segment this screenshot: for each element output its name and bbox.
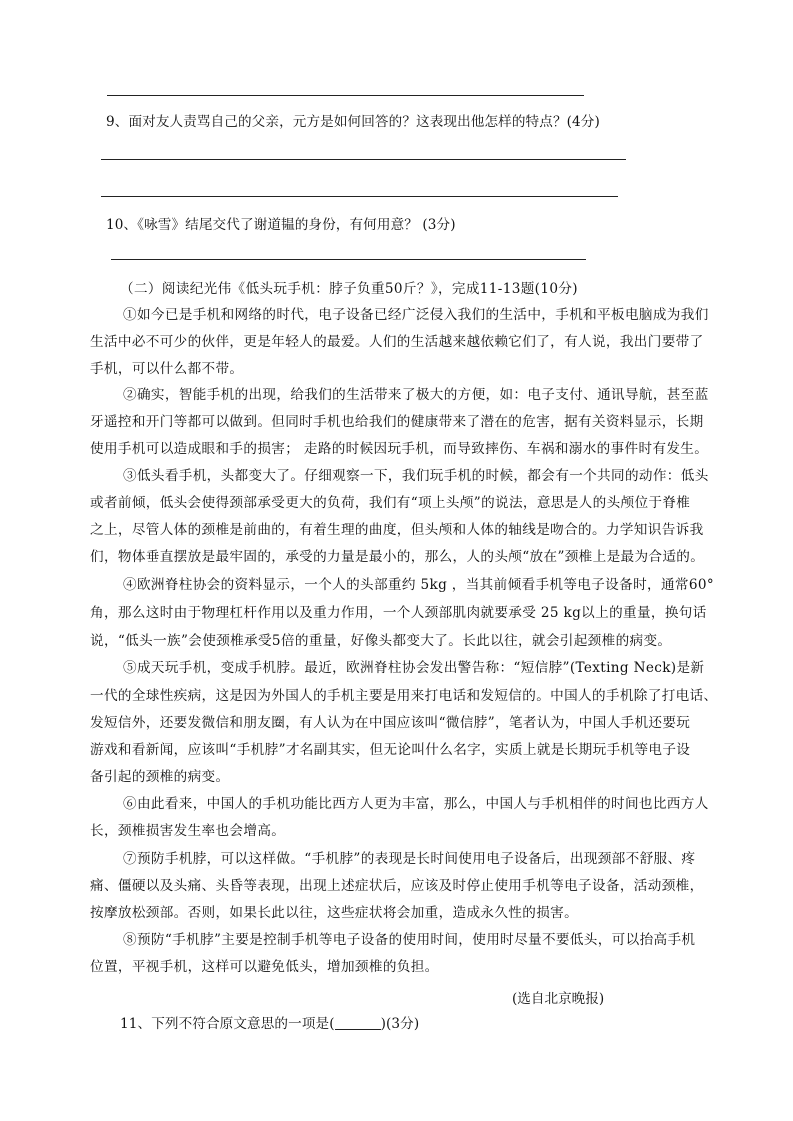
article-line: ①如今已是手机和网络的时代，电子设备已经广泛侵入我们的生活中，手机和平板电脑成为我们 bbox=[123, 307, 709, 323]
article-line: 备引起的颈椎的病变。 bbox=[90, 769, 230, 785]
article-line: 或者前倾，低头会使得颈部承受更大的负荷，我们有“项上头颅”的说法，意思是人的头颅位于脊椎 bbox=[90, 495, 691, 511]
article-line: 长，颈椎损害发生率也会增高。 bbox=[90, 823, 286, 839]
article-line: 按摩放松颈部。否则，如果长此以往，这些症状将会加重，造成永久性的损害。 bbox=[90, 905, 579, 921]
answer-line-q9-2[interactable] bbox=[101, 196, 618, 197]
question-11-prefix: 11、下列不符合原文意思的一项是( bbox=[120, 1016, 335, 1032]
article-source: (选自北京晚报) bbox=[512, 991, 605, 1007]
article-line: 发短信外，还要发微信和朋友圈，有人认为在中国应该叫“微信脖”，笔者认为，中国人手机还要玩 bbox=[90, 715, 691, 731]
answer-blank-q11[interactable] bbox=[335, 1015, 381, 1030]
question-11-suffix: )(3分) bbox=[380, 1016, 420, 1032]
article-line: 游戏和看新闻，应该叫“手机脖”才名副其实，但无论叫什么名字，实质上就是长期玩手机等电子设 bbox=[90, 742, 691, 758]
article-line: ②确实，智能手机的出现，给我们的生活带来了极大的方便，如：电子支付、通讯导航，甚至蓝 bbox=[123, 387, 709, 403]
article-line: 位置，平视手机，这样可以避免低头，增加颈椎的负担。 bbox=[90, 959, 439, 975]
article-line: 手机，可以什么都不带。 bbox=[90, 361, 244, 377]
article-line: 说，“低头一族”会使颈椎承受5倍的重量，好像头都变大了。长此以往，就会引起颈椎的病变。 bbox=[90, 633, 672, 649]
article-line: 们，物体垂直摆放是最牢固的，承受的力量是最小的，那么，人的头颅“放在”颈椎上是最为合适的。 bbox=[90, 549, 705, 565]
article-line: 之上，尽管人体的颈椎是前曲的，有着生理的曲度，但头颅和人体的轴线是吻合的。力学知识告诉我 bbox=[90, 522, 704, 538]
article-line: 生活中必不可少的伙伴，更是年轻人的最爱。人们的生活越来越依赖它们了，有人说，我出门要带了 bbox=[90, 334, 704, 350]
article-line: ⑦预防手机脖，可以这样做。“手机脖”的表现是长时间使用电子设备后，出现颈部不舒服、疼 bbox=[123, 851, 696, 867]
article-line: 使用手机可以造成眼和手的损害； 走路的时候因玩手机，而导致摔伤、车祸和溺水的事件时有发生。 bbox=[90, 441, 709, 457]
article-line: ⑧预防“手机脖”主要是控制手机等电子设备的使用时间，使用时尽量不要低头，可以抬高手机 bbox=[123, 932, 696, 948]
answer-line-q9-1[interactable] bbox=[101, 159, 626, 160]
section-heading: （二）阅读纪光伟《低头玩手机：脖子负重50斤？》，完成11-13题(10分) bbox=[120, 281, 578, 297]
answer-line-q10[interactable] bbox=[111, 259, 586, 260]
article-line: 一代的全球性疾病，这是因为外国人的手机主要是用来打电话和发短信的。中国人的手机除了打电话、 bbox=[90, 688, 718, 704]
answer-line-q8[interactable] bbox=[107, 95, 584, 96]
article-line: ⑤成天玩手机，变成手机脖。最近，欧洲脊柱协会发出警告称：“短信脖”(Texting Neck)是新 bbox=[123, 660, 705, 676]
question-11 bbox=[120, 1014, 419, 1034]
question-9: 9、面对友人责骂自己的父亲，元方是如何回答的？这表现出他怎样的特点？(4分) bbox=[106, 114, 600, 130]
question-10: 10、《咏雪》结尾交代了谢道韫的身份，有何用意？ (3分) bbox=[106, 217, 456, 233]
article-line: 痛、僵硬以及头痛、头昏等表现，出现上述症状后，应该及时停止使用手机等电子设备，活动颈椎， bbox=[90, 878, 704, 894]
article-line: ③低头看手机，头都变大了。仔细观察一下，我们玩手机的时候，都会有一个共同的动作：低头 bbox=[123, 468, 709, 484]
article-line: ④欧洲脊柱协会的资料显示，一个人的头部重约 5kg ，当其前倾看手机等电子设备时，通常60° bbox=[123, 577, 714, 593]
article-line: ⑥由此看来，中国人的手机功能比西方人更为丰富，那么，中国人与手机相伴的时间也比西方人 bbox=[123, 796, 709, 812]
article-line: 牙遥控和开门等都可以做到。但同时手机也给我们的健康带来了潜在的危害，据有关资料显示，长期 bbox=[90, 414, 704, 430]
article-line: 角，那么这时由于物理杠杆作用以及重力作用，一个人颈部肌肉就要承受 25 kg以上的重量，换句话 bbox=[90, 605, 707, 621]
